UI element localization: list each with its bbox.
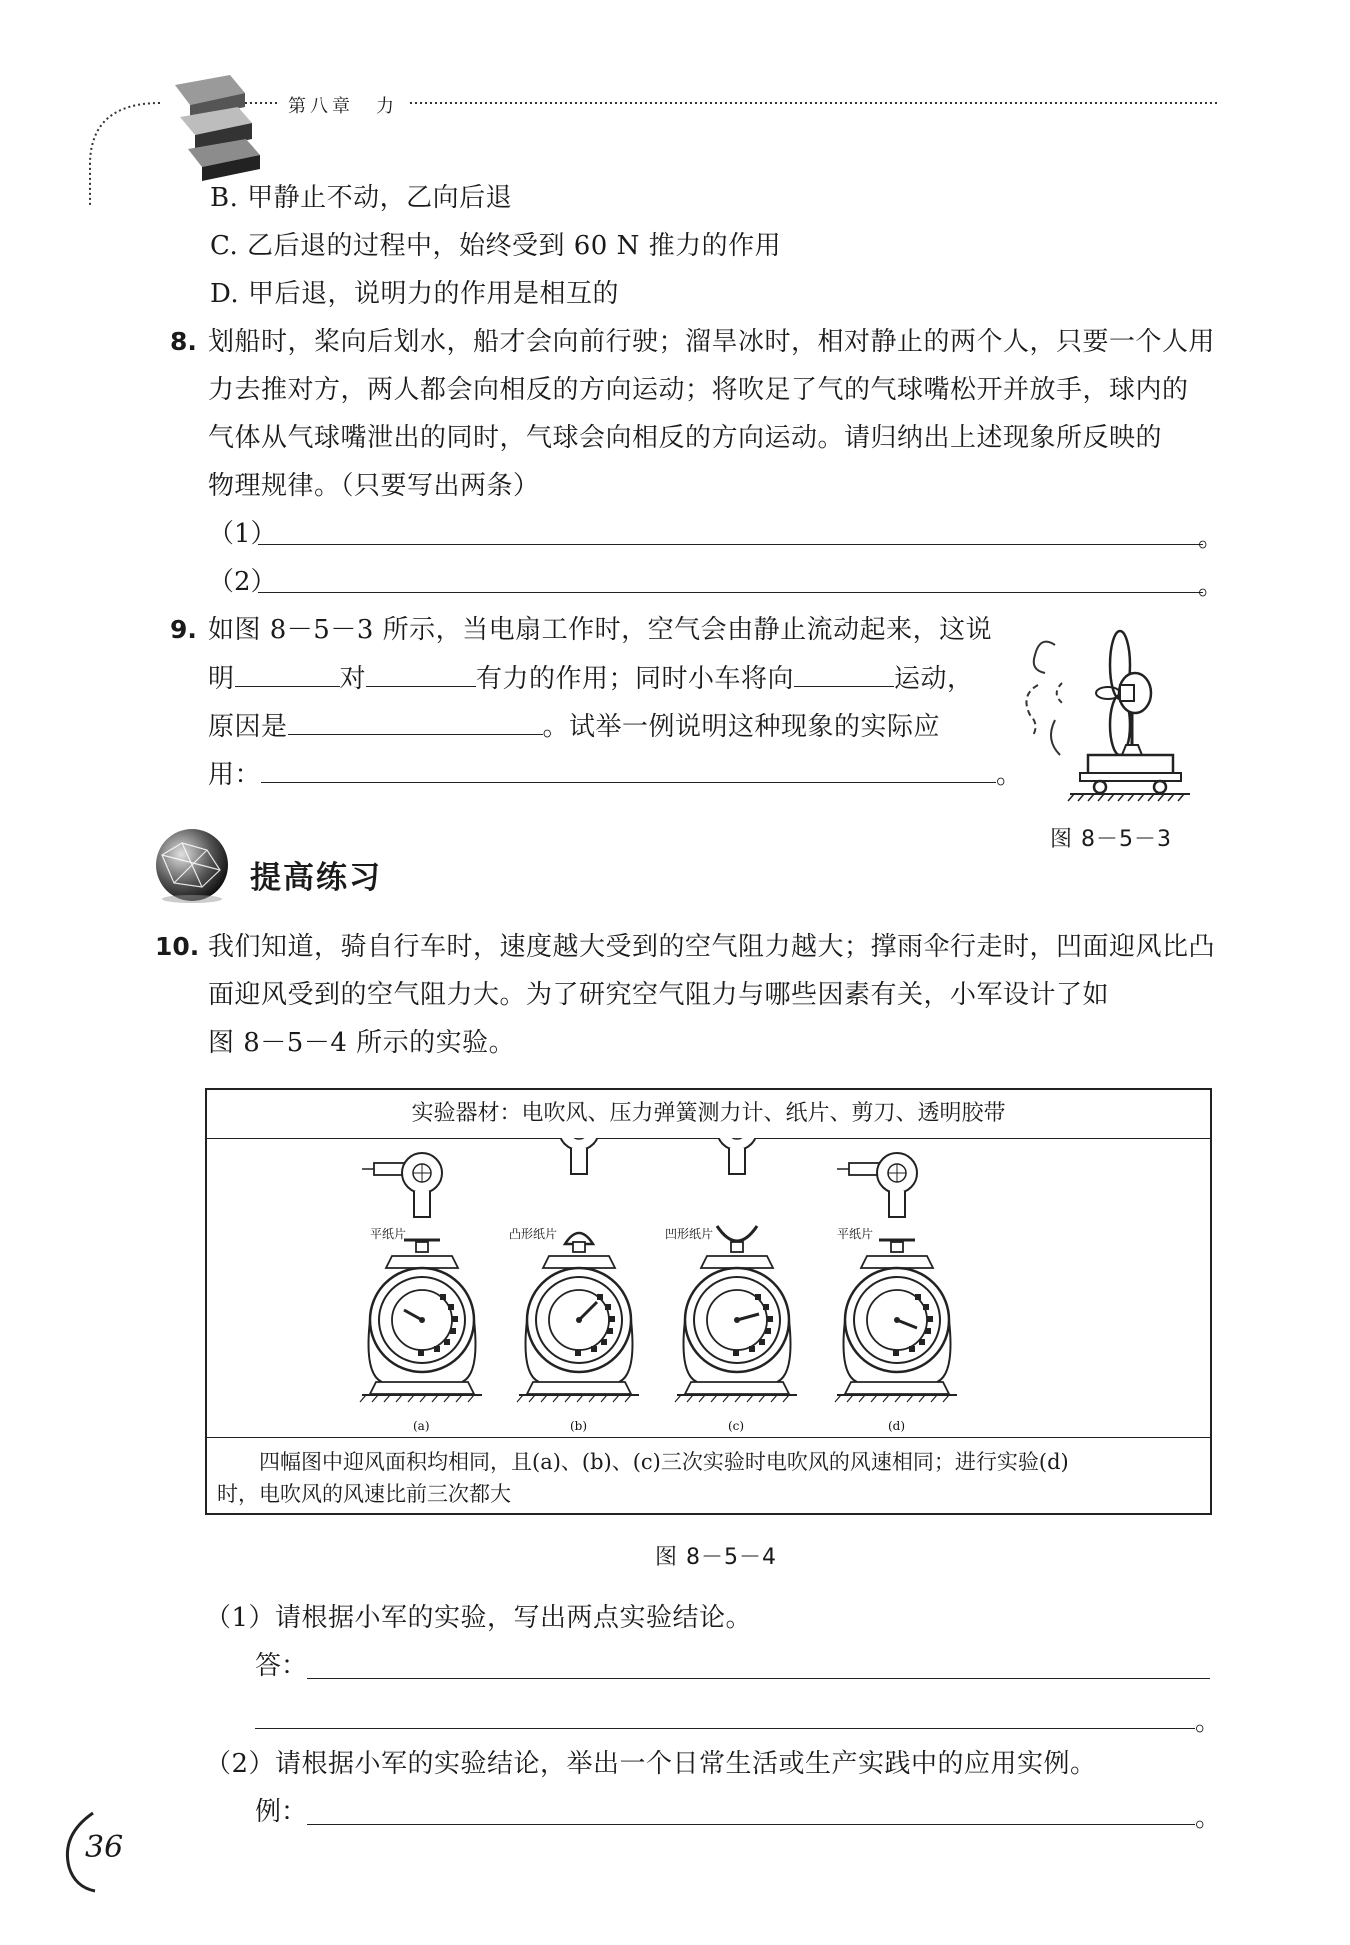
q9-line-1: 如图 8－5－3 所示，当电扇工作时，空气会由静止流动起来，这说	[208, 615, 993, 645]
experiment-notes	[207, 1437, 1210, 1513]
figure-8-5-4-caption: 图 8－5－4	[655, 1545, 777, 1570]
experiment-note-2: 时，电吹风的风速比前三次都大	[217, 1482, 511, 1506]
option-d: D. 甲后退，说明力的作用是相互的	[210, 279, 619, 309]
q9-line2-a: 明	[208, 664, 235, 694]
q10-answer-rule-2	[255, 1728, 1195, 1729]
q10-example-label: 例：	[255, 1797, 308, 1827]
q10-answer-1[interactable]	[255, 1646, 1215, 1690]
q9-line2-d: 运动，	[894, 664, 974, 694]
q9-blank-a[interactable]	[235, 658, 340, 687]
q9-line4-end: 。	[996, 760, 1023, 790]
q9-line2-b: 对	[339, 664, 367, 694]
q10-line-3: 图 8－5－4 所示的实验。	[208, 1028, 516, 1058]
q9-blank-b[interactable]	[366, 658, 476, 687]
q10-example-end: 。	[1195, 1803, 1222, 1833]
q9-line-4	[208, 754, 1023, 795]
q8-blank-2-end: 。	[1198, 571, 1225, 601]
q10-sub-1: （1）请根据小军的实验，写出两点实验结论。	[205, 1603, 753, 1633]
option-b: B. 甲静止不动，乙向后退	[210, 183, 513, 213]
q10-answer-rule-1	[307, 1678, 1210, 1679]
q8-blank-2-label: （2）	[208, 567, 277, 597]
panel-d-paper-label: 平纸片	[837, 1227, 874, 1241]
q10-line-2: 面迎风受到的空气阻力大。为了研究空气阻力与哪些因素有关，小军设计了如	[208, 980, 1110, 1010]
q9-line3-b: 。试举一例说明这种现象的实际应	[542, 712, 941, 742]
globe-icon	[152, 825, 232, 905]
q9-line4-a: 用：	[208, 760, 262, 790]
q8-blank-2-rule	[258, 592, 1203, 593]
q8-number: 8.	[170, 327, 197, 356]
q10-answer-2[interactable]	[255, 1696, 1222, 1740]
q10-example[interactable]	[255, 1792, 1222, 1836]
panel-d-sub: (d)	[888, 1419, 906, 1433]
page-number: 36	[85, 1830, 124, 1865]
q10-answer-label: 答：	[255, 1651, 308, 1681]
figure-8-5-3-caption: 图 8－5－3	[1050, 827, 1172, 852]
q10-sub-2: （2）请根据小军的实验结论，举出一个日常生活或生产实践中的应用实例。	[205, 1749, 1097, 1779]
q9-blank-d[interactable]	[288, 706, 543, 735]
q8-blank-1-rule	[258, 544, 1203, 545]
experiment-illustration	[207, 1138, 1210, 1435]
q9-line-2	[208, 658, 974, 699]
panel-c-sub: (c)	[728, 1419, 745, 1433]
panel-a-sub: (a)	[413, 1419, 430, 1433]
panel-b-sub: (b)	[570, 1419, 588, 1433]
panel-b-paper-label: 凸形纸片	[509, 1227, 558, 1241]
panel-c-paper-label: 凹形纸片	[665, 1227, 714, 1241]
book-stack-icon	[175, 75, 260, 181]
experiment-box	[205, 1088, 1212, 1515]
q10-answer-end: 。	[1195, 1707, 1222, 1737]
experiment-materials: 实验器材：电吹风、压力弹簧测力计、纸片、剪刀、透明胶带	[207, 1090, 1210, 1139]
q9-line3-a: 原因是	[208, 712, 288, 742]
panel-a-paper-label: 平纸片	[370, 1227, 407, 1241]
section-title: 提高练习	[250, 860, 382, 896]
q10-number: 10.	[155, 932, 200, 961]
chapter-title: 第八章 力	[288, 96, 398, 117]
fan-cart-figure	[1010, 625, 1210, 805]
q9-blank-e[interactable]	[261, 754, 996, 783]
q8-line-3: 气体从气球嘴泄出的同时，气球会向相反的方向运动。请归纳出上述现象所反映的	[208, 423, 1163, 453]
q8-blank-1[interactable]	[208, 514, 1225, 558]
experiment-note-1: 四幅图中迎风面积均相同，且(a)、(b)、(c)三次实验时电吹风的风速相同；进行实验(d)	[259, 1450, 1069, 1474]
q10-line-1: 我们知道，骑自行车时，速度越大受到的空气阻力越大；撑雨伞行走时，凹面迎风比凸	[208, 932, 1216, 962]
q9-blank-c[interactable]	[794, 658, 894, 687]
q8-line-1: 划船时，桨向后划水，船才会向前行驶；溜旱冰时，相对静止的两个人，只要一个人用	[208, 327, 1216, 357]
q8-line-4: 物理规律。（只要写出两条）	[208, 471, 540, 501]
q9-line-3	[208, 706, 940, 747]
q8-blank-1-end: 。	[1198, 523, 1225, 553]
q8-line-2: 力去推对方，两人都会向相反的方向运动；将吹足了气的气球嘴松开并放手，球内的	[208, 375, 1189, 405]
q10-example-rule	[307, 1824, 1195, 1825]
q8-blank-1-label: （1）	[208, 519, 277, 549]
q9-line2-c: 有力的作用；同时小车将向	[476, 664, 795, 694]
q8-blank-2[interactable]	[208, 562, 1225, 606]
option-c: C. 乙后退的过程中，始终受到 60 N 推力的作用	[210, 231, 782, 261]
q9-number: 9.	[170, 615, 197, 644]
